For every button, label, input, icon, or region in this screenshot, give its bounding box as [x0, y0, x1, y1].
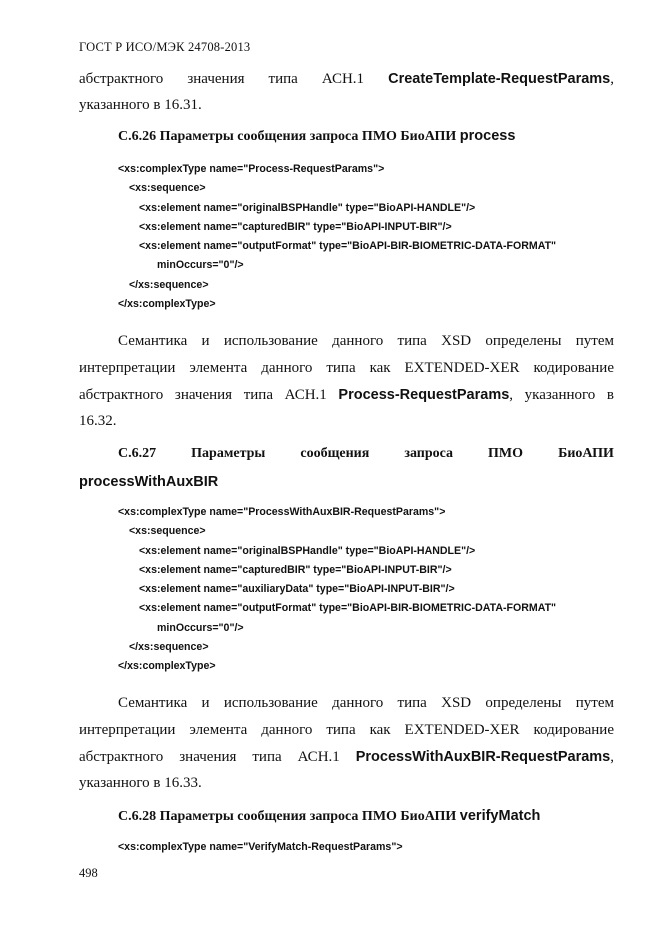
code-line: </xs:sequence>: [129, 278, 209, 291]
heading-term: verifyMatch: [459, 808, 541, 824]
text: абстрактного значения типа АСН.1: [79, 71, 389, 87]
heading-word: сообщения: [300, 446, 370, 461]
code-line: </xs:complexType>: [118, 660, 216, 673]
heading-word: Параметры: [191, 446, 266, 461]
text: абстрактного значения типа АСН.1: [79, 387, 339, 403]
section-heading-c626: [118, 128, 515, 145]
paragraph-line: интерпретации элемента данного типа как EXTENDED-XER кодирование: [79, 722, 614, 738]
code-line: </xs:sequence>: [129, 641, 209, 654]
code-line: <xs:sequence>: [129, 525, 206, 538]
paragraph-line: [79, 691, 614, 717]
running-header: ГОСТ Р ИСО/МЭК 24708-2013: [79, 40, 251, 54]
paragraph-line: 16.32.: [79, 413, 117, 429]
asn1-type-name: ProcessWithAuxBIR-RequestParams: [355, 749, 611, 765]
code-line: </xs:complexType>: [118, 298, 216, 311]
heading-term: process: [459, 128, 516, 144]
paragraph-carryover-line2: указанного в 16.31.: [79, 97, 202, 113]
code-line: <xs:complexType name="Process-RequestParams">: [118, 163, 385, 175]
asn1-type-name: CreateTemplate-RequestParams: [388, 71, 611, 87]
text: абстрактного значения типа АСН.1: [79, 749, 356, 765]
paragraph-line: [79, 329, 614, 355]
heading-word: БиоАПИ: [558, 446, 614, 461]
heading-words: [118, 446, 614, 462]
code-line: minOccurs="0"/>: [157, 621, 244, 634]
code-line: <xs:element name="auxiliaryData" type="BioAPI-INPUT-BIR"/>: [139, 583, 455, 596]
code-line: <xs:element name="outputFormat" type="BioAPI-BIR-BIOMETRIC-DATA-FORMAT": [139, 602, 557, 615]
code-line: <xs:element name="capturedBIR" type="BioAPI-INPUT-BIR"/>: [139, 563, 452, 576]
section-heading-c628: [118, 808, 540, 825]
code-line: <xs:complexType name="VerifyMatch-RequestParams">: [118, 841, 403, 853]
paragraph-line: интерпретации элемента данного типа как EXTENDED-XER кодирование: [79, 360, 614, 376]
text: Семантика и использование данного типа XSD определены путем: [118, 695, 614, 711]
code-line: <xs:element name="originalBSPHandle" type="BioAPI-HANDLE"/>: [139, 544, 476, 557]
heading-word: С.6.27: [118, 446, 157, 461]
code-line: <xs:element name="capturedBIR" type="BioAPI-INPUT-BIR"/>: [139, 220, 452, 233]
page-number: 498: [79, 866, 98, 880]
xsd-code-block-processwithauxbir: [118, 503, 556, 677]
paragraph-line: [79, 745, 614, 771]
paragraph-carryover-line1: [79, 67, 614, 93]
code-line: <xs:sequence>: [129, 182, 206, 195]
paragraph-line: указанного в 16.33.: [79, 775, 202, 791]
asn1-type-name: Process-RequestParams: [338, 387, 510, 403]
section-heading-c627: [118, 446, 614, 462]
text: ,: [610, 749, 614, 765]
heading-term: processWithAuxBIR: [79, 474, 219, 490]
code-line: <xs:element name="originalBSPHandle" type="BioAPI-HANDLE"/>: [139, 201, 476, 214]
heading-text: С.6.28 Параметры сообщения запроса ПМО БиоАПИ: [118, 809, 460, 824]
text: Семантика и использование данного типа XSD определены путем: [118, 333, 614, 349]
text: ,: [610, 71, 614, 87]
xsd-code-block-process: [118, 160, 556, 314]
code-line: minOccurs="0"/>: [157, 259, 244, 272]
xsd-code-block-verifymatch: [118, 838, 403, 857]
heading-word: запроса: [404, 446, 454, 461]
code-line: <xs:complexType name="ProcessWithAuxBIR-RequestParams">: [118, 506, 446, 518]
code-line: <xs:element name="outputFormat" type="BioAPI-BIR-BIOMETRIC-DATA-FORMAT": [139, 240, 557, 253]
text: , указанного в: [509, 387, 614, 403]
paragraph-line: [79, 383, 614, 409]
heading-word: ПМО: [488, 446, 524, 461]
heading-text: С.6.26 Параметры сообщения запроса ПМО БиоАПИ: [118, 129, 460, 144]
